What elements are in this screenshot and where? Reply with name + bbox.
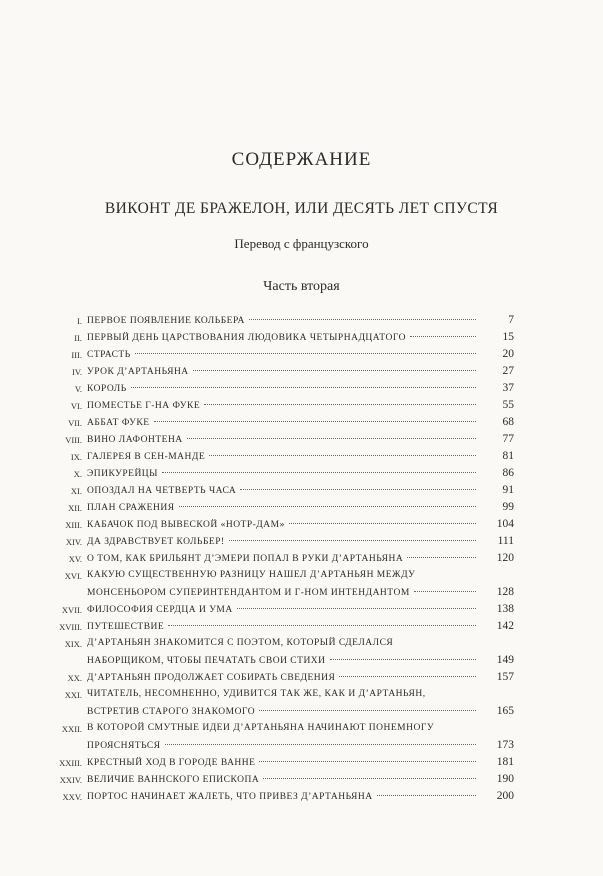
leader-dots bbox=[414, 591, 476, 592]
leader-dots bbox=[131, 387, 476, 388]
chapter-number: IV. bbox=[72, 367, 82, 377]
leader-dots bbox=[289, 523, 476, 524]
chapter-number: IX. bbox=[70, 452, 82, 462]
leader-dots bbox=[179, 506, 476, 507]
toc-entry bbox=[0, 686, 603, 720]
book-title: ВИКОНТ ДЕ БРАЖЕЛОН, ИЛИ ДЕСЯТЬ ЛЕТ СПУСТЯ bbox=[104, 200, 499, 217]
toc-entry bbox=[0, 567, 603, 601]
toc-entry bbox=[0, 601, 603, 618]
chapter-title: ПОРТОС НАЧИНАЕТ ЖАЛЕТЬ, ЧТО ПРИВЕЗ Д’АРТАНЬЯНА bbox=[87, 792, 373, 802]
page-number: 7 bbox=[508, 314, 514, 326]
part-heading: Часть вторая bbox=[263, 279, 340, 294]
chapter-title-first-line: В КОТОРОЙ СМУТНЫЕ ИДЕИ Д’АРТАНЬЯНА НАЧИНАЮТ ПОНЕМНОГУ bbox=[87, 723, 435, 733]
chapter-title: ВИНО ЛАФОНТЕНА bbox=[87, 435, 183, 445]
chapter-title: ГАЛЕРЕЯ В СЕН-МАНДЕ bbox=[87, 452, 206, 462]
chapter-title: КРЕСТНЫЙ ХОД В ГОРОДЕ ВАННЕ bbox=[87, 758, 256, 768]
page-number: 173 bbox=[496, 739, 514, 751]
chapter-title: ВСТРЕТИВ СТАРОГО ЗНАКОМОГО bbox=[87, 707, 256, 717]
chapter-number: XIX. bbox=[64, 639, 82, 649]
leader-dots bbox=[165, 744, 476, 745]
chapter-title: УРОК Д’АРТАНЬЯНА bbox=[87, 367, 189, 377]
page-number: 165 bbox=[496, 705, 514, 717]
leader-dots bbox=[240, 489, 476, 490]
toc-entry bbox=[0, 346, 603, 363]
leader-dots bbox=[209, 455, 476, 456]
page-number: 27 bbox=[502, 365, 514, 377]
page-number: 20 bbox=[502, 348, 514, 360]
chapter-title: ФИЛОСОФИЯ СЕРДЦА И УМА bbox=[87, 605, 233, 615]
page-number: 200 bbox=[496, 790, 514, 802]
chapter-number: VI. bbox=[70, 401, 82, 411]
leader-dots bbox=[229, 540, 476, 541]
page-number: 157 bbox=[496, 671, 514, 683]
leader-dots bbox=[410, 336, 476, 337]
chapter-number: XI. bbox=[70, 486, 82, 496]
chapter-title: ПУТЕШЕСТВИЕ bbox=[87, 622, 165, 632]
toc-entry bbox=[0, 720, 603, 754]
leader-dots bbox=[259, 761, 476, 762]
chapter-number: XVII. bbox=[61, 605, 82, 615]
page-number: 81 bbox=[502, 450, 514, 462]
leader-dots bbox=[249, 319, 476, 320]
page-number: 86 bbox=[502, 467, 514, 479]
chapter-title: КОРОЛЬ bbox=[87, 384, 127, 394]
leader-dots bbox=[162, 472, 476, 473]
chapter-number: I. bbox=[77, 316, 82, 326]
toc-entry bbox=[0, 533, 603, 550]
toc-entry bbox=[0, 482, 603, 499]
toc-entry bbox=[0, 329, 603, 346]
toc-entry bbox=[0, 448, 603, 465]
toc-entry bbox=[0, 397, 603, 414]
chapter-title: КАБАЧОК ПОД ВЫВЕСКОЙ «НОТР-ДАМ» bbox=[87, 520, 285, 530]
chapter-title: ПЕРВОЕ ПОЯВЛЕНИЕ КОЛЬБЕРА bbox=[87, 316, 245, 326]
chapter-number: XVIII. bbox=[59, 622, 82, 632]
chapter-number: XXII. bbox=[61, 724, 82, 734]
leader-dots bbox=[263, 778, 476, 779]
chapter-number: XVI. bbox=[64, 571, 82, 581]
translation-note: Перевод с французского bbox=[234, 236, 369, 251]
page-number: 128 bbox=[496, 586, 514, 598]
leader-dots bbox=[407, 557, 476, 558]
page-number: 181 bbox=[496, 756, 514, 768]
toc-entry bbox=[0, 516, 603, 533]
chapter-title: АББАТ ФУКЕ bbox=[87, 418, 150, 428]
chapter-number: XXIII. bbox=[59, 758, 82, 768]
chapter-number: XIII. bbox=[65, 520, 82, 530]
leader-dots bbox=[259, 710, 476, 711]
chapter-number: XXIV. bbox=[59, 775, 82, 785]
chapter-number: XIV. bbox=[65, 537, 82, 547]
leader-dots bbox=[154, 421, 477, 422]
leader-dots bbox=[193, 370, 476, 371]
page-number: 77 bbox=[502, 433, 514, 445]
page-number: 111 bbox=[497, 535, 514, 547]
page-number: 37 bbox=[502, 382, 514, 394]
page-number: 99 bbox=[502, 501, 514, 513]
toc-entry bbox=[0, 363, 603, 380]
chapter-number: III. bbox=[71, 350, 82, 360]
leader-dots bbox=[187, 438, 476, 439]
leader-dots bbox=[377, 795, 476, 796]
chapter-number: XII. bbox=[68, 503, 82, 513]
leader-dots bbox=[339, 676, 476, 677]
leader-dots bbox=[237, 608, 476, 609]
chapter-title: ЭПИКУРЕЙЦЫ bbox=[87, 469, 158, 479]
chapter-title: НАБОРЩИКОМ, ЧТОБЫ ПЕЧАТАТЬ СВОИ СТИХИ bbox=[87, 656, 326, 666]
chapter-number: V. bbox=[74, 384, 82, 394]
toc-entry bbox=[0, 312, 603, 329]
chapter-title: ПОМЕСТЬЕ Г-НА ФУКЕ bbox=[87, 401, 201, 411]
toc-entry bbox=[0, 431, 603, 448]
toc-entry bbox=[0, 652, 603, 683]
toc-entry bbox=[0, 788, 603, 805]
chapter-title: Д’АРТАНЬЯН ПРОДОЛЖАЕТ СОБИРАТЬ СВЕДЕНИЯ bbox=[87, 673, 336, 683]
page-number: 142 bbox=[496, 620, 514, 632]
page-number: 104 bbox=[496, 518, 514, 530]
chapter-title-first-line: КАКУЮ СУЩЕСТВЕННУЮ РАЗНИЦУ НАШЕЛ Д’АРТАНЬЯН МЕЖДУ bbox=[87, 570, 416, 580]
toc-entry bbox=[0, 754, 603, 771]
chapter-number: XV. bbox=[68, 554, 82, 564]
chapter-title: О ТОМ, КАК БРИЛЬЯНТ Д’ЭМЕРИ ПОПАЛ В РУКИ Д’АРТАНЬЯНА bbox=[87, 554, 404, 564]
leader-dots bbox=[168, 625, 476, 626]
chapter-title: ПРОЯСНЯТЬСЯ bbox=[87, 741, 161, 751]
chapter-number: XXI. bbox=[64, 690, 82, 700]
toc-entry bbox=[0, 550, 603, 567]
chapter-title-first-line: ЧИТАТЕЛЬ, НЕСОМНЕННО, УДИВИТСЯ ТАК ЖЕ, КАК И Д’АРТАНЬЯН, bbox=[87, 689, 426, 699]
page-number: 91 bbox=[502, 484, 514, 496]
page-number: 15 bbox=[502, 331, 514, 343]
toc-entry bbox=[0, 380, 603, 397]
chapter-number: XX. bbox=[67, 673, 82, 683]
toc-entry bbox=[0, 771, 603, 788]
toc-entry bbox=[0, 414, 603, 431]
chapter-title-first-line: Д’АРТАНЬЯН ЗНАКОМИТСЯ С ПОЭТОМ, КОТОРЫЙ СДЕЛАЛСЯ bbox=[87, 638, 394, 648]
toc-entry bbox=[0, 499, 603, 516]
toc-entry bbox=[0, 618, 603, 635]
chapter-number: VIII. bbox=[65, 435, 82, 445]
chapter-title: ОПОЗДАЛ НА ЧЕТВЕРТЬ ЧАСА bbox=[87, 486, 237, 496]
page-number: 138 bbox=[496, 603, 514, 615]
chapter-title: ВЕЛИЧИЕ ВАННСКОГО ЕПИСКОПА bbox=[87, 775, 260, 785]
toc-entry bbox=[0, 465, 603, 482]
chapter-number: II. bbox=[74, 333, 82, 343]
chapter-title: ДА ЗДРАВСТВУЕТ КОЛЬБЕР! bbox=[87, 537, 225, 547]
chapter-title: СТРАСТЬ bbox=[87, 350, 131, 360]
chapter-title: ПЛАН СРАЖЕНИЯ bbox=[87, 503, 175, 513]
contents-heading: СОДЕРЖАНИЕ bbox=[231, 149, 372, 170]
page-number: 120 bbox=[496, 552, 514, 564]
chapter-title: ПЕРВЫЙ ДЕНЬ ЦАРСТВОВАНИЯ ЛЮДОВИКА ЧЕТЫРНАДЦАТОГО bbox=[87, 333, 406, 343]
page-number: 149 bbox=[496, 654, 514, 666]
page-number: 68 bbox=[502, 416, 514, 428]
page-number: 55 bbox=[502, 399, 514, 411]
chapter-title: МОНСЕНЬОРОМ СУПЕРИНТЕНДАНТОМ И Г-НОМ ИНТЕНДАНТОМ bbox=[87, 588, 410, 598]
chapter-number: XXV. bbox=[62, 792, 82, 802]
chapter-number: VII. bbox=[68, 418, 82, 428]
chapter-number: X. bbox=[73, 469, 82, 479]
leader-dots bbox=[204, 404, 476, 405]
leader-dots bbox=[135, 353, 476, 354]
page-number: 190 bbox=[496, 773, 514, 785]
